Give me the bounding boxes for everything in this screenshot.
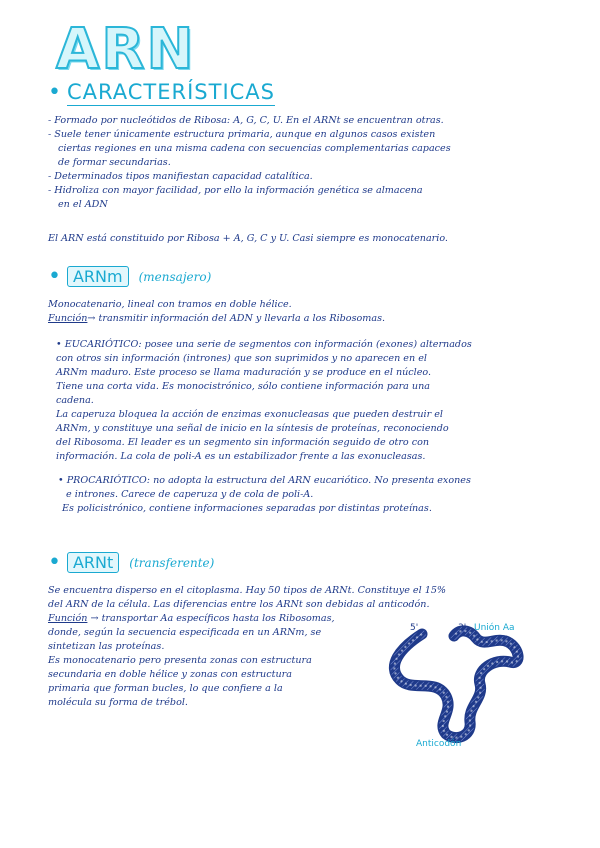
bullet-dot-icon: •: [48, 80, 61, 105]
arnt-function-text: → transportar Aa específicos hasta los Ribosomas,: [90, 613, 335, 624]
arnt-more-line: secundaria en doble hélice y zonas con estructura: [48, 669, 292, 680]
arnt-label: ARNt: [67, 552, 119, 573]
caracteristicas-line: de formar secundarias.: [58, 157, 171, 168]
arnt-paren: (transferente): [129, 555, 215, 570]
caracteristicas-line: - Formado por nucleótidos de Ribosa: A, G, C, U. En el ARNt se encuentran otras.: [48, 115, 444, 126]
arnt-line: Se encuentra disperso en el citoplasma. Hay 50 tipos de ARNt. Constituye el 15%: [48, 585, 447, 596]
procariotico-line: Es policistrónico, contiene informaciones separadas por distintas proteínas.: [62, 503, 432, 514]
arnm-paren: (mensajero): [138, 269, 212, 284]
arnt-function-line: [48, 612, 335, 626]
arnt-more-line: molécula su forma de trébol.: [48, 697, 188, 708]
bullet-dot-icon: •: [48, 549, 61, 575]
arnt-function-label: Función: [48, 613, 88, 624]
caracteristicas-line: ciertas regiones en una misma cadena con secuencias complementarias capaces: [58, 143, 451, 154]
caracteristicas-line: - Suele tener únicamente estructura primaria, aunque en algunos casos existen: [48, 129, 436, 140]
procariotico-line: • PROCARIÓTICO: no adopta la estructura del ARN eucariótico. No presenta exones: [58, 475, 471, 486]
caracteristicas-bullets: [48, 114, 451, 212]
arnm-line: Monocatenario, lineal con tramos en doble hélice.: [48, 299, 292, 310]
eucariotico-line: La caperuza bloquea la acción de enzimas exonucleasas que pueden destruir el: [56, 409, 443, 420]
arnt-line: del ARN de la célula. Las diferencias entre los ARNt son debidas al anticodón.: [48, 599, 430, 610]
caracteristicas-line: en el ADN: [58, 199, 108, 210]
caracteristicas-summary: El ARN está constituido por Ribosa + A, G, C y U. Casi siempre es monocatenario.: [48, 233, 448, 244]
caracteristicas-line: - Determinados tipos manifiestan capacidad catalítica.: [48, 171, 313, 182]
procariotico-line: e intrones. Carece de caperuza y de cola de poli-A.: [66, 489, 314, 500]
eucariotico-line: del Ribosoma. El leader es un segmento sin información seguido de otro con: [56, 437, 430, 448]
eucariotico-line: • EUCARIÓTICO: posee una serie de segmentos con información (exones) alternados: [56, 339, 472, 350]
arnm-eucariotico: [56, 338, 472, 464]
arnm-function-line: [48, 312, 385, 326]
bullet-dot-icon: •: [48, 263, 61, 289]
eucariotico-line: con otros sin información (intrones) que son suprimidos y no aparecen en el: [56, 353, 427, 364]
anticodon-label: Anticodón: [416, 739, 462, 748]
eucariotico-line: cadena.: [56, 395, 94, 406]
arnm-label: ARNm: [67, 266, 129, 287]
three-prime-label: 3': [458, 623, 467, 633]
arnt-more-line: donde, según la secuencia especificada en un ARNm, se: [48, 627, 322, 638]
eucariotico-line: información. La cola de poli-A es un estabilizador frente a las exonucleasas.: [56, 451, 426, 462]
eucariotico-line: Tiene una corta vida. Es monocistrónico, sólo contiene información para una: [56, 381, 431, 392]
arnm-intro: [48, 298, 385, 326]
section-caracteristicas-heading: [48, 80, 275, 106]
caracteristicas-line: - Hidroliza con mayor facilidad, por ello la información genética se almacena: [48, 185, 423, 196]
section-arnt-heading: [48, 549, 215, 575]
arnm-function-label: Función: [48, 313, 88, 324]
caracteristicas-heading: CARACTERÍSTICAS: [66, 80, 276, 104]
arnt-more-line: sintetizan las proteínas.: [48, 641, 165, 652]
arnt-intro: [48, 584, 446, 612]
section-arnm-heading: [48, 263, 212, 289]
arnm-function-text: → transmitir información del ADN y llevarla a los Ribosomas.: [87, 313, 386, 324]
union-aa-label: Unión Aa: [474, 623, 515, 633]
arnt-function: [48, 612, 335, 710]
page-title: ARN: [56, 17, 196, 82]
eucariotico-line: ARNm, y constituye una señal de inicio en la síntesis de proteínas, reconociendo: [56, 423, 449, 434]
trna-diagram: [380, 618, 550, 748]
eucariotico-line: ARNm maduro. Este proceso se llama maduración y se produce en el núcleo.: [56, 367, 432, 378]
arnt-more-line: Es monocatenario pero presenta zonas con estructura: [48, 655, 312, 666]
arnm-procariotico: [58, 474, 471, 516]
arnt-more-line: primaria que forman bucles, lo que confiere a la: [48, 683, 283, 694]
five-prime-label: 5': [410, 623, 419, 633]
